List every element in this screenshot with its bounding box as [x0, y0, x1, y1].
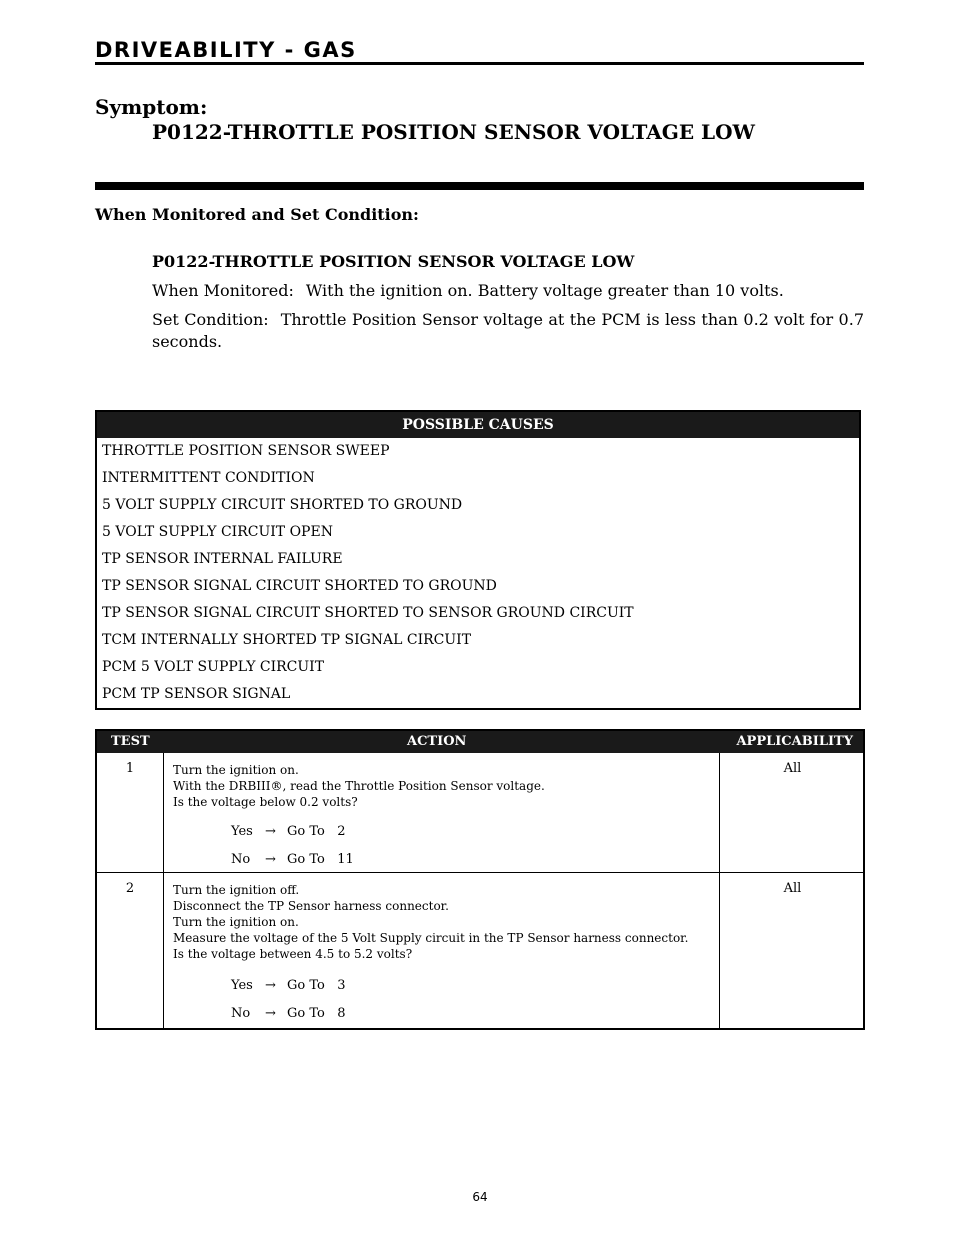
arrow-right-icon: → — [265, 852, 276, 867]
test-applicability: All — [783, 881, 802, 896]
header-divider — [95, 62, 864, 65]
branch-answer: Yes — [231, 824, 253, 839]
monitor-heading: When Monitored and Set Condition: — [95, 205, 419, 224]
applicability-column-header: APPLICABILITY — [736, 734, 853, 749]
test-number: 2 — [125, 881, 135, 896]
branch-answer: No — [231, 1006, 251, 1021]
section-divider — [95, 182, 864, 190]
branch-answer: Yes — [231, 978, 253, 993]
test-step: Measure the voltage of the 5 Volt Supply circuit in the TP Sensor harness connector. — [173, 931, 689, 945]
cause-item: PCM TP SENSOR SIGNAL — [102, 686, 291, 702]
set-condition-text: Throttle Position Sensor voltage at the PCM is less than 0.2 volt for 0.7 seconds. — [152, 310, 864, 351]
test-step: Turn the ignition on. — [173, 915, 299, 929]
test-number: 1 — [125, 761, 135, 776]
arrow-right-icon: → — [265, 978, 276, 993]
cause-item: TP SENSOR SIGNAL CIRCUIT SHORTED TO GROUND — [102, 578, 497, 594]
when-monitored-label: When Monitored: — [152, 281, 294, 300]
yes-branch — [231, 824, 346, 839]
test-step: Is the voltage below 0.2 volts? — [173, 795, 358, 809]
symptom-title: P0122-THROTTLE POSITION SENSOR VOLTAGE LOW — [152, 120, 755, 144]
cause-item: TP SENSOR SIGNAL CIRCUIT SHORTED TO SENSOR GROUND CIRCUIT — [102, 605, 634, 621]
when-monitored-line — [152, 280, 864, 302]
no-branch — [231, 852, 354, 867]
condition-code-title: P0122-THROTTLE POSITION SENSOR VOLTAGE LOW — [152, 252, 635, 271]
test-steps — [173, 762, 545, 810]
cause-item: TCM INTERNALLY SHORTED TP SIGNAL CIRCUIT — [102, 632, 472, 648]
cause-item: PCM 5 VOLT SUPPLY CIRCUIT — [102, 659, 325, 675]
column-divider — [719, 753, 720, 1028]
test-step: Disconnect the TP Sensor harness connector. — [173, 899, 449, 913]
arrow-right-icon: → — [265, 1006, 276, 1021]
no-branch — [231, 1006, 346, 1021]
test-action-table — [95, 729, 865, 1030]
test-step: With the DRBIII®, read the Throttle Position Sensor voltage. — [173, 779, 545, 793]
set-condition-line — [152, 309, 864, 353]
row-divider — [97, 872, 863, 873]
possible-causes-heading: POSSIBLE CAUSES — [97, 412, 859, 438]
cause-item: TP SENSOR INTERNAL FAILURE — [102, 551, 343, 567]
set-condition-label: Set Condition: — [152, 310, 269, 329]
cause-item: 5 VOLT SUPPLY CIRCUIT OPEN — [102, 524, 333, 540]
test-column-header: TEST — [111, 734, 150, 749]
yes-branch — [231, 978, 346, 993]
action-column-header: ACTION — [407, 734, 467, 749]
test-step: Turn the ignition off. — [173, 883, 300, 897]
arrow-right-icon: → — [265, 824, 276, 839]
page-number: 64 — [472, 1190, 488, 1204]
possible-causes-table — [95, 410, 861, 710]
cause-item: THROTTLE POSITION SENSOR SWEEP — [102, 443, 390, 459]
symptom-label: Symptom: — [95, 95, 208, 119]
branch-goto: Go To 8 — [287, 1006, 346, 1021]
cause-item: 5 VOLT SUPPLY CIRCUIT SHORTED TO GROUND — [102, 497, 463, 513]
test-steps — [173, 882, 688, 962]
branch-goto: Go To 11 — [287, 852, 354, 867]
test-applicability: All — [783, 761, 802, 776]
branch-answer: No — [231, 852, 251, 867]
test-step: Turn the ignition on. — [173, 763, 299, 777]
page-section-title: DRIVEABILITY - GAS — [95, 38, 357, 62]
cause-item: INTERMITTENT CONDITION — [102, 470, 315, 486]
test-step: Is the voltage between 4.5 to 5.2 volts? — [173, 947, 413, 961]
column-divider — [163, 753, 164, 1028]
test-table-header — [97, 731, 863, 753]
when-monitored-text: With the ignition on. Battery voltage greater than 10 volts. — [305, 281, 784, 300]
branch-goto: Go To 2 — [287, 824, 346, 839]
branch-goto: Go To 3 — [287, 978, 346, 993]
